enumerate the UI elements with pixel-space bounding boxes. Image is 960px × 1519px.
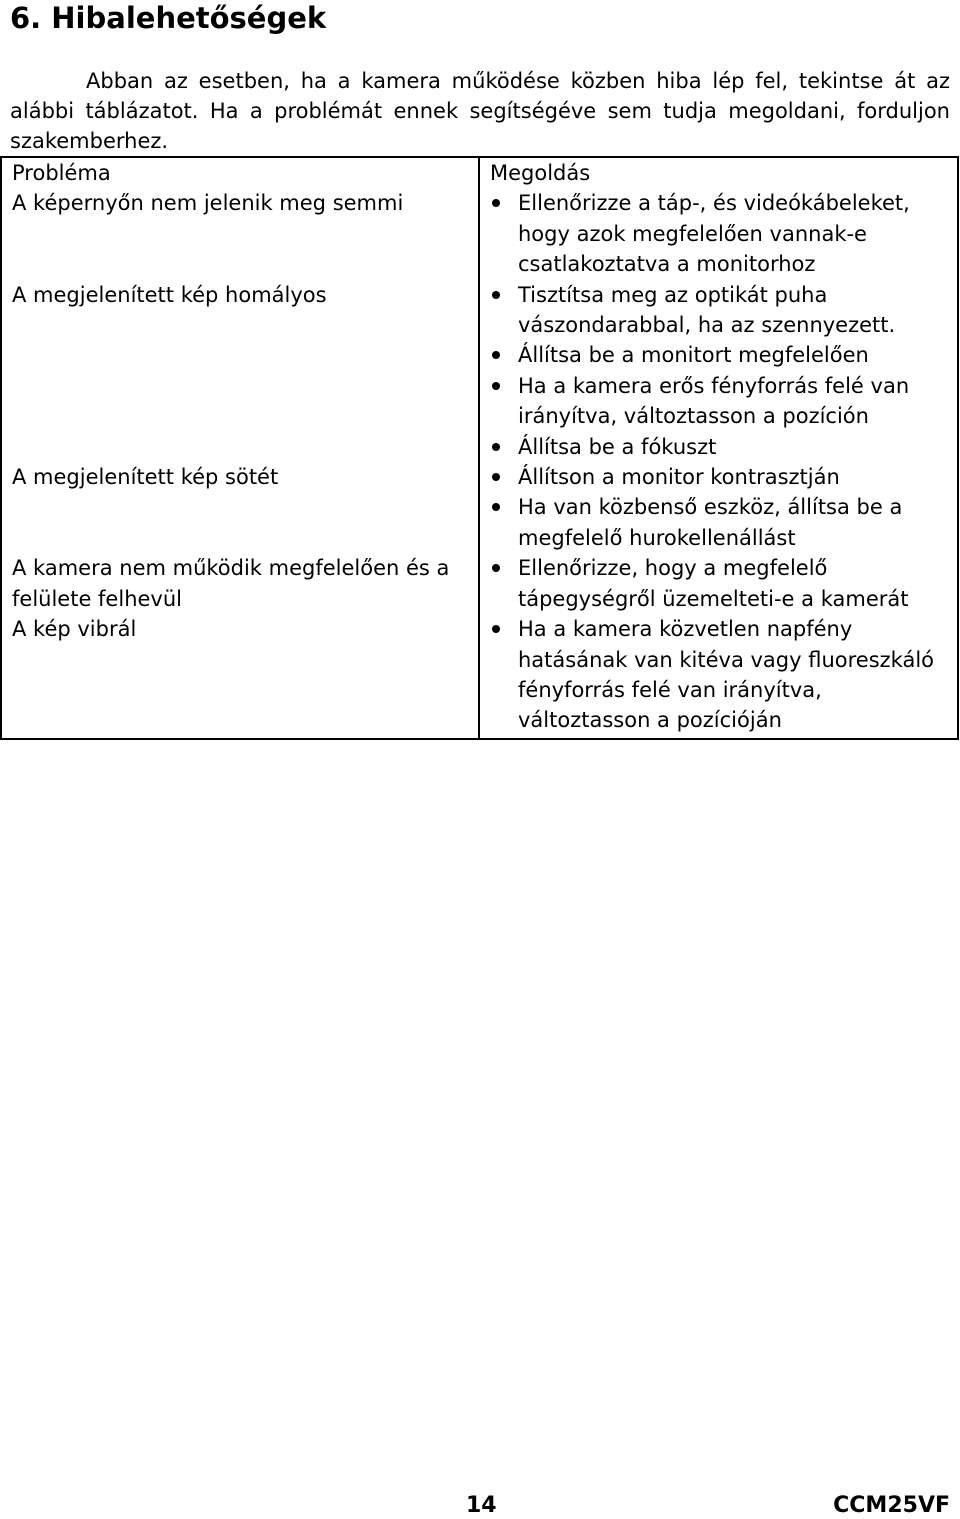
header-solution: Megoldás bbox=[479, 157, 958, 188]
solution-item bbox=[490, 614, 957, 736]
table-row bbox=[1, 280, 958, 462]
model-name: CCM25VF bbox=[833, 1493, 950, 1518]
table-header-row bbox=[1, 157, 958, 188]
solution-item bbox=[490, 553, 957, 614]
solution-cell bbox=[479, 553, 958, 614]
problem-cell: A megjelenített kép sötét bbox=[1, 462, 479, 553]
bullet-icon bbox=[492, 564, 500, 572]
solution-list bbox=[490, 280, 957, 462]
solution-item bbox=[490, 462, 957, 492]
bullet-icon bbox=[492, 382, 500, 390]
bullet-icon bbox=[492, 291, 500, 299]
problem-cell: A képernyőn nem jelenik meg semmi bbox=[1, 188, 479, 279]
solution-text: Állítson a monitor kontrasztján bbox=[518, 465, 840, 490]
table-row bbox=[1, 553, 958, 614]
solution-item bbox=[490, 188, 957, 279]
page-heading: 6. Hibalehetőségek bbox=[10, 1, 327, 35]
solution-list bbox=[490, 462, 957, 553]
bullet-icon bbox=[492, 351, 500, 359]
solution-item bbox=[490, 340, 957, 370]
bullet-icon bbox=[492, 199, 500, 207]
header-problem: Probléma bbox=[1, 157, 479, 188]
solution-text: Ha van közbenső eszköz, állítsa be a megfelelő hurokellenállást bbox=[518, 495, 903, 550]
solution-item bbox=[490, 371, 957, 432]
solution-cell bbox=[479, 462, 958, 553]
problem-cell: A kamera nem működik megfelelően és a felülete felhevül bbox=[1, 553, 479, 614]
table-row bbox=[1, 462, 958, 553]
solution-item bbox=[490, 492, 957, 553]
solution-list bbox=[490, 614, 957, 736]
bullet-icon bbox=[492, 625, 500, 633]
bullet-icon bbox=[492, 443, 500, 451]
solution-text: Tisztítsa meg az optikát puha vászondarabbal, ha az szennyezett. bbox=[518, 282, 896, 338]
solution-list bbox=[490, 188, 957, 279]
problem-cell: A kép vibrál bbox=[1, 614, 479, 739]
solution-text: Ha a kamera közvetlen napfény hatásának van kitéva vagy fluoreszkáló fényforrás felé van irányítva, változtasson a pozícióján bbox=[518, 617, 935, 733]
solution-text: Állítsa be a fókuszt bbox=[518, 434, 717, 459]
solution-list bbox=[490, 553, 957, 614]
solution-cell bbox=[479, 188, 958, 279]
solution-text: Állítsa be a monitort megfelelően bbox=[518, 343, 869, 368]
troubleshooting-table bbox=[0, 156, 959, 740]
solution-item bbox=[490, 432, 957, 462]
table-row bbox=[1, 188, 958, 279]
solution-text: Ellenőrizze, hogy a megfelelő tápegységről üzemelteti-e a kamerát bbox=[518, 556, 909, 611]
solution-cell bbox=[479, 280, 958, 462]
table-row bbox=[1, 614, 958, 739]
problem-cell: A megjelenített kép homályos bbox=[1, 280, 479, 462]
bullet-icon bbox=[492, 473, 500, 481]
solution-text: Ha a kamera erős fényforrás felé van irányítva, változtasson a pozíción bbox=[518, 373, 910, 429]
solution-text: Ellenőrizze a táp-, és videókábeleket, hogy azok megfelelően vannak-e csatlakoztatva a monitorhoz bbox=[518, 191, 910, 277]
page-number: 14 bbox=[466, 1493, 497, 1518]
solution-cell bbox=[479, 614, 958, 739]
intro-paragraph: Abban az esetben, ha a kamera működése közben hiba lép fel, tekintse át az alábbi táblázatot. Ha a problémát ennek segítségéve sem tudja megoldani, forduljon szakemberhez. bbox=[10, 69, 950, 153]
bullet-icon bbox=[492, 503, 500, 511]
solution-item bbox=[490, 280, 957, 341]
